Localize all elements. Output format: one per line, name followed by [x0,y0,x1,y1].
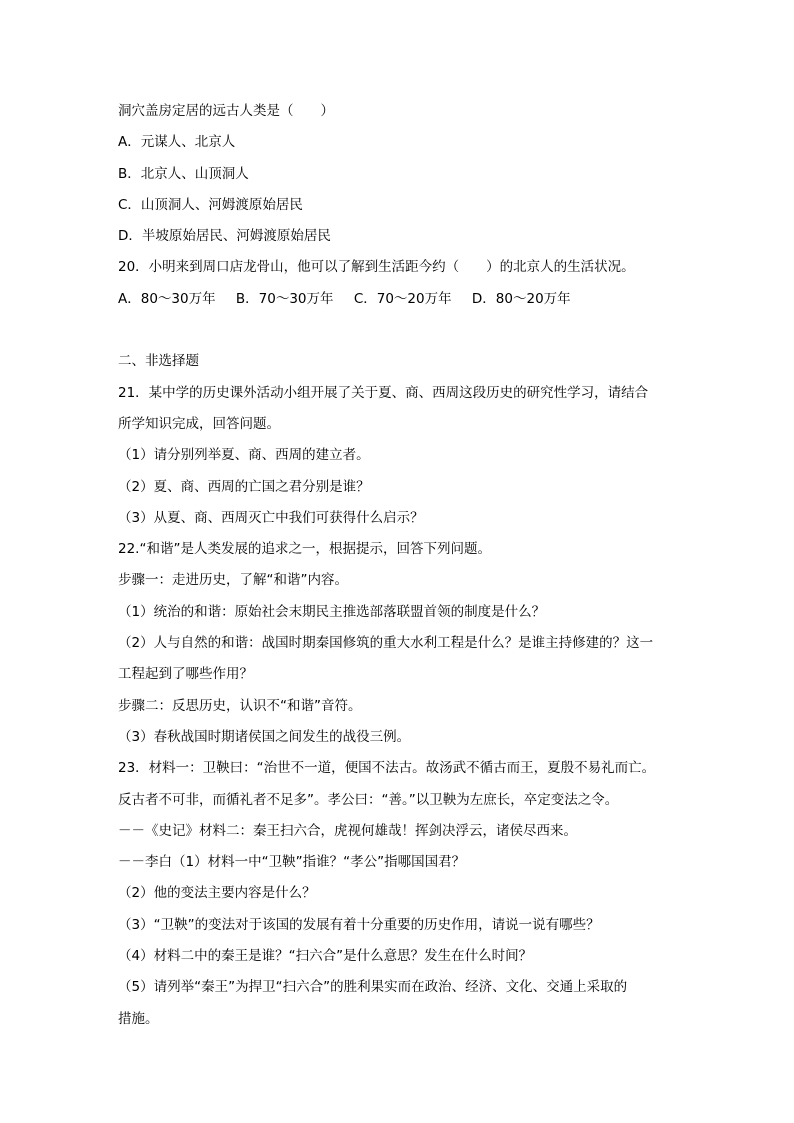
q22-line: 步骤一：走进历史，了解“和谐”内容。 [118,572,348,589]
q22-line: （3）春秋战国时期诸侯国之间发生的战役三例。 [118,728,411,745]
q19-option-a: A．元谋人、北京人 [118,134,236,151]
q20-option-b: B．70～30万年 [235,290,334,307]
q21-part-2: （2）夏、商、西周的亡国之君分别是谁？ [118,478,370,495]
q21-stem-2: 所学知识完成，回答问题。 [118,415,280,432]
q19-option-c: C．山顶洞人、河姆渡原始居民 [118,196,303,213]
q19-option-b: B．北京人、山顶洞人 [118,165,249,182]
q20-options [118,284,678,315]
q23-line: 措施。 [118,1010,159,1027]
q23-line: －－《史记》材料二：秦王扫六合，虎视何雄哉！挥剑决浮云，诸侯尽西来。 [118,822,577,839]
q20-option-c: C．70～20万年 [353,290,452,307]
q20-option-a: A．80～30万年 [118,290,216,307]
q21-part-3: （3）从夏、商、西周灭亡中我们可获得什么启示？ [118,509,424,526]
q20-option-d: D．80～20万年 [471,290,571,307]
blank-line [118,315,678,346]
q23-line: 23．材料一：卫鞅曰：“治世不一道，便国不法古。故汤武不循古而王，夏殷不易礼而亡。 [118,760,656,777]
q22-line: 22.“和谐”是人类发展的追求之一，根据提示，回答下列问题。 [118,541,491,558]
document-page [118,96,678,1035]
q19-stem: 洞穴盖房定居的远古人类是（ ） [118,103,334,119]
q23-line: （5）请列举“秦王”为捍卫“扫六合”的胜利果实而在政治、经济、文化、交通上采取的 [118,979,628,996]
q23-line: （4）材料二中的秦王是谁？“扫六合”是什么意思？发生在什么时间？ [118,948,533,965]
q21-part-1: （1）请分别列举夏、商、西周的建立者。 [118,447,370,464]
q19-option-d: D．半坡原始居民、河姆渡原始居民 [118,228,331,245]
q22-line: 步骤二：反思历史，认识不“和谐”音符。 [118,697,362,714]
q21-stem-1: 21．某中学的历史课外活动小组开展了关于夏、商、西周这段历史的研究性学习，请结合 [118,384,649,401]
q23-line: 反古者不可非，而循礼者不足多”。孝公曰：“善。”以卫鞅为左庶长，卒定变法之令。 [118,791,619,808]
q22-line: （1）统治的和谐：原始社会末期民主推选部落联盟首领的制度是什么？ [118,603,546,620]
q23-line: －－李白（1）材料一中“卫鞅”指谁？“孝公”指哪国国君？ [118,854,466,871]
q23-line: （2）他的变法主要内容是什么？ [118,885,316,902]
q23-line: （3）“卫鞅”的变法对于该国的发展有着十分重要的历史作用，请说一说有哪些？ [118,916,600,933]
q22-line: （2）人与自然的和谐：战国时期秦国修筑的重大水利工程是什么？是谁主持修建的？这一 [118,635,654,652]
q22-line: 工程起到了哪些作用？ [118,666,253,683]
section-heading: 二、非选择题 [118,353,199,370]
q20-stem: 20．小明来到周口店龙骨山，他可以了解到生活距今约（ ）的北京人的生活状况。 [118,259,635,276]
